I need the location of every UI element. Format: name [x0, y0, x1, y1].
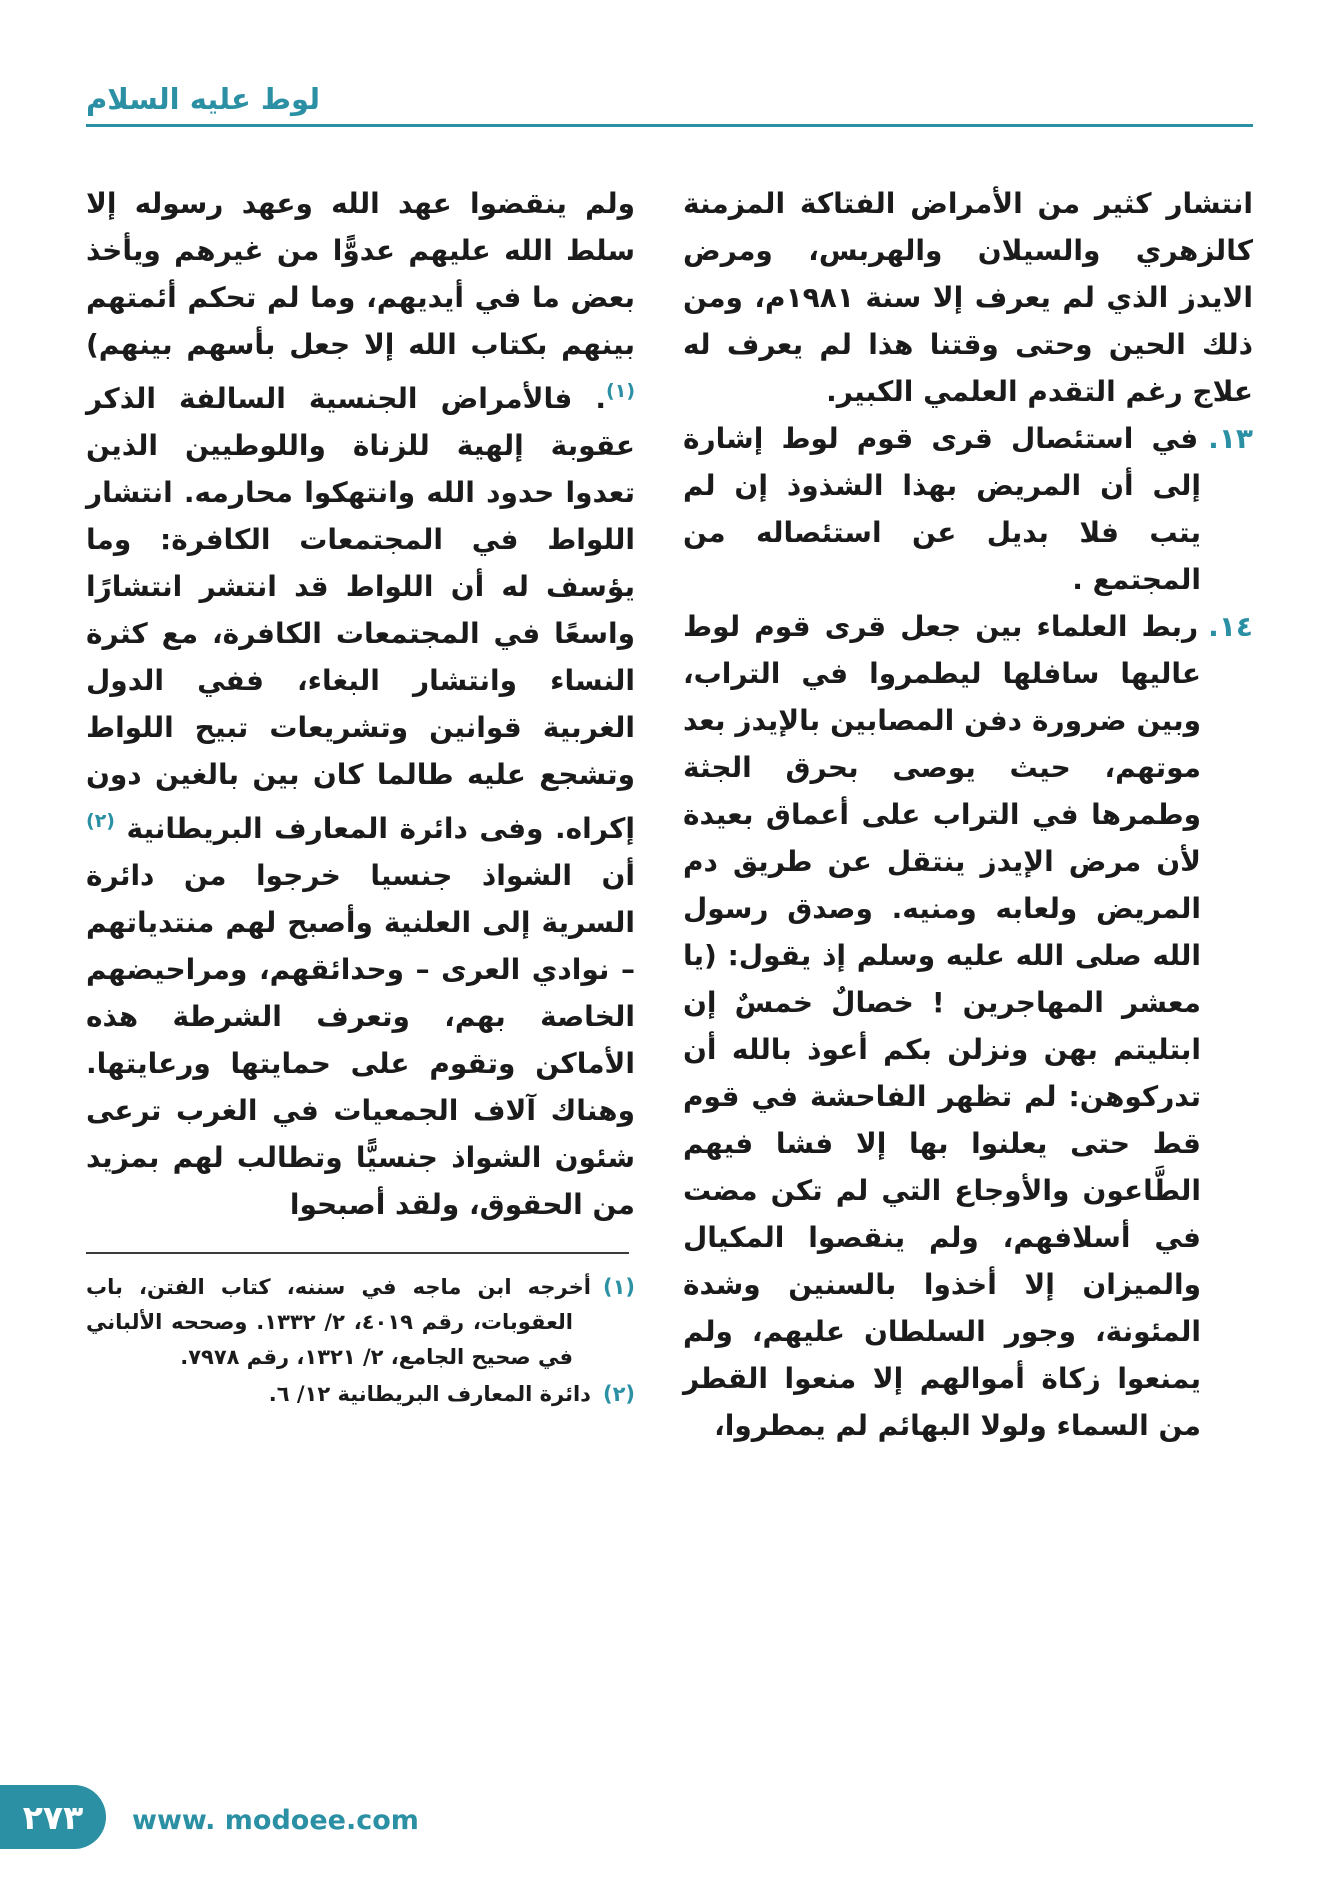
footnote-ref-1: (١): [606, 380, 635, 402]
footnote-divider: [86, 1252, 629, 1254]
column-left: [86, 180, 635, 1414]
footnote-2: [86, 1377, 635, 1412]
item-text-13: في استئصال قرى قوم لوط إشارة إلى أن المريض بهذا الشذوذ إن لم يتب فلا بديل عن استئصاله من المجتمع .: [683, 422, 1201, 596]
footnote-2-text: دائرة المعارف البريطانية ١٢/ ٦.: [268, 1382, 591, 1406]
page-number-badge: [0, 1785, 106, 1849]
numbered-item-13: [683, 415, 1253, 603]
page-header: [86, 84, 1253, 127]
footnote-1-marker: (١): [602, 1275, 635, 1299]
footnote-1-text: أخرجه ابن ماجه في سننه، كتاب الفتن، باب العقوبات، رقم ٤٠١٩، ٢/ ١٣٣٢. وصححه الألباني في صحيح الجامع، ٢/ ١٣٢١، رقم ٧٩٧٨.: [86, 1275, 591, 1369]
item-number-14: ١٤.: [1208, 610, 1253, 643]
header-title-text: لوط عليه السلام: [86, 82, 321, 116]
numbered-item-14: [683, 603, 1253, 1449]
header-calligraphy: [86, 84, 1253, 116]
footnotes-block: [86, 1270, 635, 1412]
footnote-2-marker: (٢): [602, 1382, 635, 1406]
footnote-ref-2: (٢): [86, 810, 115, 832]
page-body: [86, 180, 1253, 1449]
page-number: ٢٧٣: [22, 1797, 84, 1837]
item-text-14: ربط العلماء بين جعل قرى قوم لوط عاليها سافلها ليطمروا في التراب، وبين ضرورة دفن المصابين بالإيدز بعد موتهم، حيث يوصى بحرق الجثة وطمرها في التراب على أعماق بعيدة لأن مرض الإيدز ينتقل عن طريق دم المريض ولعابه ومنيه. وصدق رسول الله صلى الله عليه وسلم إذ يقول: (يا معشر المهاجرين ! خصالٌ خمسٌ إن ابتليتم بهن ونزلن بكم أعوذ بالله أن تدركوهن: لم تظهر الفاحشة في قوم قط حتى يعلنوا بها إلا فشا فيهم الطَّاعون والأوجاع التي لم تكن مضت في أسلافهم، ولم ينقصوا المكيال والميزان إلا أخذوا بالسنين وشدة المئونة، وجور السلطان عليهم، ولم يمنعوا زكاة أموالهم إلا منعوا القطر من السماء ولولا البهائم لم يمطروا،: [683, 610, 1201, 1442]
text-segment-2: . فالأمراض الجنسية السالفة الذكر عقوبة إلهية للزناة واللوطيين الذين تعدوا حدود الله وانتهكوا محارمه. انتشار اللواط في المجتمعات الكافرة: وما يؤسف له أن اللواط قد انتشر انتشارًا واسعًا في المجتمعات الكافرة، مع كثرة النساء وانتشار البغاء، ففي الدول الغربية قوانين وتشريعات تبيح اللواط وتشجع عليه طالما كان بين بالغين دون إكراه. وفى دائرة المعارف البريطانية: [86, 382, 635, 845]
footnote-1: [86, 1270, 635, 1375]
continued-paragraph: [86, 180, 635, 1228]
text-segment-3: أن الشواذ جنسيا خرجوا من دائرة السرية إلى العلنية وأصبح لهم منتدياتهم – نوادي العرى – وحدائقهم، ومراحيضهم الخاصة بهم، وتعرف الشرطة هذه الأماكن وتقوم على حمايتها ورعايتها. وهناك آلاف الجمعيات في الغرب ترعى شئون الشواذ جنسيًّا وتطالب لهم بمزيد من الحقوق، ولقد أصبحوا: [86, 859, 635, 1221]
text-segment-1: ولم ينقضوا عهد الله وعهد رسوله إلا سلط الله عليهم عدوًّا من غيرهم ويأخذ بعض ما في أيديهم، وما لم تحكم أئمتهم بينهم بكتاب الله إلا جعل بأسهم بينهم): [86, 187, 635, 361]
item-number-13: ١٣.: [1208, 422, 1253, 455]
column-right: [683, 180, 1253, 1449]
website-text: www. modoee.com: [132, 1805, 419, 1836]
intro-paragraph: انتشار كثير من الأمراض الفتاكة المزمنة كالزهري والسيلان والهربس، ومرض الايدز الذي لم يعرف إلا سنة ١٩٨١م، ومن ذلك الحين وحتى وقتنا هذا لم يعرف له علاج رغم التقدم العلمي الكبير.: [683, 187, 1253, 408]
